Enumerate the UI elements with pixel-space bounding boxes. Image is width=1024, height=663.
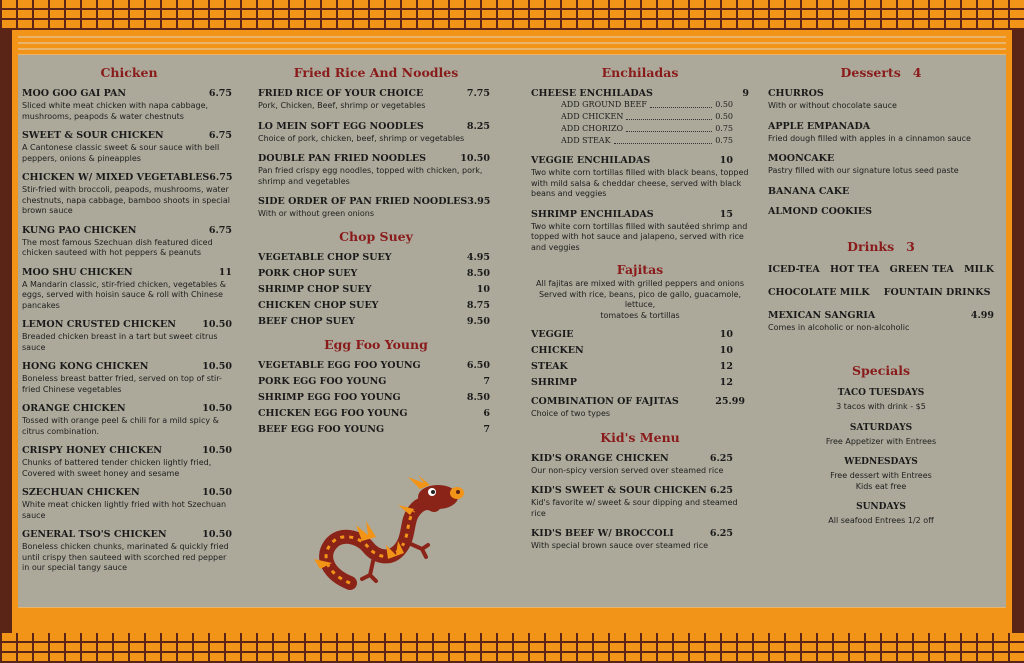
menu-item-row bbox=[22, 130, 236, 141]
section-title: Kid's Menu bbox=[600, 429, 680, 445]
menu-item bbox=[22, 361, 236, 395]
item-description: Kid's favorite w/ sweet & sour dipping and steamed rice bbox=[531, 498, 738, 518]
special-day: WEDNESDAYS bbox=[844, 457, 918, 467]
item-price: 10 bbox=[719, 345, 733, 356]
section-title: Egg Foo Young bbox=[324, 336, 428, 352]
item-description: A Cantonese classic sweet & sour sauce with bell peppers, onions & pineapples bbox=[22, 143, 220, 163]
menu-item-row bbox=[258, 424, 494, 435]
menu-item bbox=[531, 377, 749, 388]
enchiladas-list bbox=[531, 155, 749, 253]
menu-item bbox=[531, 345, 749, 356]
menu-item bbox=[258, 408, 494, 419]
menu-item bbox=[22, 88, 236, 122]
menu-item-row bbox=[768, 88, 994, 99]
item-price: 9 bbox=[742, 88, 749, 99]
special-detail: Free dessert with Entrees bbox=[830, 471, 932, 480]
item-name: BEEF EGG FOO YOUNG bbox=[258, 423, 385, 435]
item-price: 6.25 bbox=[709, 528, 733, 539]
mexican-section bbox=[531, 65, 749, 561]
menu-item-row bbox=[531, 88, 749, 99]
chicken-section bbox=[22, 65, 236, 582]
chicken-list bbox=[22, 88, 236, 574]
item-name: STEAK bbox=[531, 361, 568, 372]
leader-dots bbox=[626, 111, 712, 120]
item-description: Two white corn tortillas filled with sautéed shrimp and topped with hot sauce and jalapeno, served with rice and veggies bbox=[531, 221, 748, 252]
menu-item bbox=[531, 485, 749, 519]
item-name: CHEESE ENCHILADAS bbox=[531, 88, 653, 99]
item-description: Comes in alcoholic or non-alcoholic bbox=[768, 322, 910, 332]
item-description: Tossed with orange peel & chili for a mild spicy & citrus combination. bbox=[22, 416, 219, 436]
item-price: 6.75 bbox=[208, 224, 232, 236]
fajitas-combo bbox=[531, 396, 749, 420]
fajitas-intro-line: tomatoes & tortillas bbox=[600, 310, 680, 320]
menu-item-row bbox=[258, 408, 494, 419]
menu-item-row bbox=[22, 529, 236, 540]
item-price: 8.75 bbox=[466, 299, 490, 311]
item-name: PORK CHOP SUEY bbox=[258, 267, 358, 279]
menu-item-row bbox=[22, 487, 236, 498]
special-day: SUNDAYS bbox=[856, 502, 906, 512]
leader-dots bbox=[650, 99, 712, 108]
item-name: GENERAL TSO'S CHICKEN bbox=[22, 529, 167, 540]
menu-item-row bbox=[531, 485, 749, 496]
menu-item-row bbox=[258, 300, 494, 311]
item-description: Pork, Chicken, Beef, shrimp or vegetables bbox=[258, 101, 426, 110]
menu-item-row bbox=[531, 396, 749, 407]
fried-rice-list bbox=[258, 88, 494, 220]
drinks-row bbox=[768, 287, 994, 298]
item-name: MOONCAKE bbox=[768, 153, 835, 164]
drink-item: GREEN TEA bbox=[889, 263, 954, 275]
leader-dots bbox=[626, 123, 712, 132]
menu-item bbox=[531, 453, 749, 477]
fajitas-intro-line: Served with rice, beans, pico de gallo, guacamole, lettuce, bbox=[538, 289, 742, 309]
menu-item-row bbox=[531, 329, 749, 340]
special-detail: Kids eat free bbox=[855, 481, 907, 491]
menu-item bbox=[258, 121, 494, 145]
menu-item-row bbox=[22, 88, 236, 99]
menu-item bbox=[22, 403, 236, 437]
menu-item bbox=[768, 121, 994, 145]
item-price: 12 bbox=[719, 377, 733, 388]
menu-item bbox=[258, 424, 494, 435]
section-title: Chop Suey bbox=[339, 228, 413, 244]
menu-item-row bbox=[22, 172, 236, 183]
item-name: KID'S ORANGE CHICKEN bbox=[531, 452, 669, 464]
menu-panel bbox=[18, 55, 1006, 607]
menu-item bbox=[768, 206, 994, 217]
item-name: KID'S BEEF W/ BROCCOLI bbox=[531, 528, 674, 539]
menu-item-row bbox=[258, 252, 494, 263]
item-name: ALMOND COOKIES bbox=[768, 205, 872, 217]
item-name: CHICKEN EGG FOO YOUNG bbox=[258, 407, 408, 419]
menu-item-row bbox=[22, 403, 236, 414]
item-description: Pan fried crispy egg noodles, topped with chicken, pork, shrimp and vegetables bbox=[258, 166, 483, 186]
addon-item bbox=[561, 99, 749, 111]
special-day: SATURDAYS bbox=[849, 422, 913, 433]
menu-item bbox=[22, 529, 236, 574]
menu-item bbox=[22, 130, 236, 164]
noodles-section bbox=[258, 65, 494, 440]
section-title: Specials bbox=[852, 363, 910, 378]
drink-item: MILK bbox=[964, 263, 994, 275]
addon-list bbox=[531, 99, 749, 147]
item-price: 9.50 bbox=[466, 315, 490, 327]
menu-item-row bbox=[258, 196, 494, 207]
leader-dots bbox=[614, 135, 713, 144]
item-description: Fried dough filled with apples in a cinnamon sauce bbox=[768, 133, 971, 143]
item-description: Chunks of battered tender chicken lightly fried, Covered with sweet honey and sesame bbox=[22, 458, 212, 478]
item-price: 10 bbox=[719, 155, 733, 166]
item-name: MOO GOO GAI PAN bbox=[22, 88, 127, 99]
menu-item bbox=[22, 225, 236, 259]
top-fret-border bbox=[0, 0, 1024, 30]
menu-item bbox=[22, 267, 236, 312]
menu-item-row bbox=[258, 376, 494, 387]
special-detail: 3 tacos with drink - $5 bbox=[836, 402, 926, 411]
item-name: CHICKEN W/ MIXED VEGETABLES bbox=[22, 172, 210, 183]
special-detail: Free Appetizer with Entrees bbox=[825, 436, 937, 446]
menu-item-row bbox=[258, 268, 494, 279]
item-price: 4.99 bbox=[970, 309, 994, 321]
menu-item bbox=[22, 319, 236, 353]
item-description: Choice of pork, chicken, beef, shrimp or vegetables bbox=[258, 133, 465, 143]
menu-item-row bbox=[22, 267, 236, 278]
menu-item bbox=[258, 300, 494, 311]
item-price: 10.50 bbox=[202, 319, 232, 330]
fajitas-intro-line: All fajitas are mixed with grilled peppers and onions bbox=[536, 279, 744, 288]
menu-item-row bbox=[531, 209, 749, 220]
item-price: 7 bbox=[483, 375, 490, 387]
item-price: 8.25 bbox=[466, 120, 490, 132]
item-description: Stir-fried with broccoli, peapods, mushrooms, water chestnuts, napa cabbage, bamboo shoots in special brown sauce bbox=[22, 185, 230, 215]
addon-price: 0.50 bbox=[715, 112, 733, 121]
item-name: APPLE EMPANADA bbox=[768, 120, 871, 132]
item-name: SWEET & SOUR CHICKEN bbox=[22, 130, 164, 141]
menu-item bbox=[258, 196, 494, 220]
desserts-list bbox=[768, 88, 994, 217]
menu-item-row bbox=[258, 284, 494, 295]
fajitas-list bbox=[531, 329, 749, 388]
item-price: 10.50 bbox=[202, 529, 232, 540]
section-title: Fried Rice And Noodles bbox=[293, 65, 459, 80]
menu-item-row bbox=[531, 345, 749, 356]
item-price: 25.99 bbox=[715, 396, 745, 407]
item-name: PORK EGG FOO YOUNG bbox=[258, 375, 387, 387]
menu-item bbox=[258, 284, 494, 295]
item-price: 6.75 bbox=[208, 88, 232, 99]
menu-item bbox=[768, 153, 994, 177]
menu-item-row bbox=[531, 155, 749, 166]
item-name: SHRIMP EGG FOO YOUNG bbox=[258, 391, 401, 403]
addon-price: 0.50 bbox=[715, 100, 733, 109]
item-name: CHICKEN CHOP SUEY bbox=[258, 299, 379, 311]
menu-item-row bbox=[531, 377, 749, 388]
special-day: TACO TUESDAYS bbox=[837, 388, 925, 398]
item-price: 7 bbox=[483, 423, 490, 435]
menu-item bbox=[531, 528, 749, 552]
item-name: CHURROS bbox=[768, 88, 824, 99]
menu-item-row bbox=[768, 121, 994, 132]
special-detail: All seafood Entrees 1/2 off bbox=[828, 516, 934, 525]
menu-item bbox=[258, 252, 494, 263]
section-title: Fajitas bbox=[616, 262, 664, 277]
item-name: BEEF CHOP SUEY bbox=[258, 315, 355, 327]
item-name: VEGETABLE EGG FOO YOUNG bbox=[258, 359, 421, 371]
item-name: SHRIMP CHOP SUEY bbox=[258, 283, 372, 295]
top-stripe-border bbox=[18, 34, 1006, 56]
item-name: SHRIMP ENCHILADAS bbox=[531, 208, 654, 220]
menu-item bbox=[258, 268, 494, 279]
menu-item-row bbox=[258, 360, 494, 371]
item-price: 8.50 bbox=[466, 391, 490, 403]
item-name: BANANA CAKE bbox=[768, 185, 850, 197]
item-price: 10 bbox=[476, 283, 490, 295]
section-title bbox=[768, 65, 994, 80]
egg-foo-young-list bbox=[258, 360, 494, 435]
item-price: 6.75 bbox=[208, 130, 232, 141]
item-description: Our non-spicy version served over steamed rice bbox=[531, 465, 724, 475]
menu-item bbox=[258, 376, 494, 387]
fajitas-intro bbox=[531, 279, 749, 321]
item-price: 10.50 bbox=[202, 487, 232, 498]
item-name: DOUBLE PAN FRIED NOODLES bbox=[258, 153, 426, 164]
drink-item: FOUNTAIN DRINKS bbox=[883, 286, 991, 298]
item-description: Breaded chicken breast in a tart but sweet citrus sauce bbox=[22, 332, 218, 352]
item-description: Choice of two types bbox=[531, 409, 611, 418]
menu-item-row bbox=[768, 310, 994, 321]
item-price: 6.50 bbox=[466, 359, 490, 371]
item-description: Two white corn tortillas filled with black beans, topped with mild salsa & cheddar cheese, served with black beans and veggies bbox=[531, 168, 749, 198]
item-name: KID'S SWEET & SOUR CHICKEN bbox=[531, 485, 707, 496]
item-name: VEGGIE bbox=[531, 329, 574, 340]
menu-item bbox=[22, 445, 236, 479]
item-price: 7.75 bbox=[466, 88, 490, 99]
item-description: White meat chicken lightly fried with hot Szechuan sauce bbox=[22, 500, 227, 520]
drink-item: CHOCOLATE MILK bbox=[768, 286, 870, 298]
menu-item-row bbox=[531, 453, 749, 464]
menu-item bbox=[768, 186, 994, 197]
item-price: 6 bbox=[483, 407, 490, 419]
menu-item-row bbox=[768, 153, 994, 164]
section-title bbox=[768, 239, 994, 254]
menu-item bbox=[22, 487, 236, 521]
menu-item-row bbox=[258, 88, 494, 99]
menu-item bbox=[22, 172, 236, 217]
menu-item-row bbox=[258, 392, 494, 403]
item-description: With or without chocolate sauce bbox=[768, 101, 897, 110]
menu-item-row bbox=[768, 206, 994, 217]
menu-item-row bbox=[22, 319, 236, 330]
drink-item: ICED-TEA bbox=[768, 263, 820, 275]
item-name: MOO SHU CHICKEN bbox=[22, 266, 133, 278]
item-name: SIDE ORDER OF PAN FRIED NOODLES bbox=[258, 196, 468, 207]
menu-item-row bbox=[22, 445, 236, 456]
menu-item bbox=[531, 155, 749, 200]
desserts-drinks-section bbox=[768, 65, 994, 527]
menu-item bbox=[258, 88, 494, 112]
item-name: COMBINATION OF FAJITAS bbox=[531, 396, 679, 407]
cheese-enchiladas bbox=[531, 88, 749, 147]
item-name: CHICKEN bbox=[531, 345, 584, 356]
item-description: A Mandarin classic, stir-fried chicken, vegetables & eggs, served with hoisin sauce & roll with Chinese pancakes bbox=[22, 279, 227, 310]
item-name: KUNG PAO CHICKEN bbox=[22, 224, 137, 236]
item-price: 6.75 bbox=[209, 172, 233, 183]
bottom-fret-border bbox=[0, 633, 1024, 663]
section-title: Enchiladas bbox=[601, 65, 679, 80]
item-price: 15 bbox=[719, 208, 733, 220]
item-price: 8.50 bbox=[466, 267, 490, 279]
item-name: VEGETABLE CHOP SUEY bbox=[258, 251, 392, 263]
sangria bbox=[768, 310, 994, 334]
menu-item-row bbox=[22, 361, 236, 372]
drink-item: HOT TEA bbox=[830, 263, 880, 275]
item-description: Boneless chicken chunks, marinated & quickly fried until crispy then sauteed with scorched red pepper in our special tangy sauce bbox=[22, 542, 229, 572]
item-description: Sliced white meat chicken with napa cabbage, mushrooms, peapods & water chestnuts bbox=[22, 101, 209, 121]
addon-price: 0.75 bbox=[715, 136, 733, 145]
item-name: SHRIMP bbox=[531, 377, 577, 388]
section-title: Chicken bbox=[100, 65, 158, 80]
menu-item-row bbox=[258, 316, 494, 327]
drinks-row bbox=[768, 264, 994, 275]
item-price: 6.25 bbox=[709, 485, 733, 496]
desserts-price: 4 bbox=[912, 65, 922, 80]
addon-name: ADD CHICKEN bbox=[561, 112, 624, 121]
menu-item bbox=[258, 392, 494, 403]
menu-item-row bbox=[768, 186, 994, 197]
item-description: Pastry filled with our signature lotus seed paste bbox=[768, 166, 959, 175]
item-name: ORANGE CHICKEN bbox=[22, 403, 126, 414]
item-name: VEGGIE ENCHILADAS bbox=[531, 155, 651, 166]
item-description: The most famous Szechuan dish featured diced chicken sauteed with hot peppers & peanuts bbox=[22, 237, 213, 257]
dragon-icon bbox=[310, 475, 470, 595]
kids-list bbox=[531, 453, 749, 552]
menu-item-row bbox=[258, 153, 494, 164]
specials-list bbox=[768, 388, 994, 527]
menu-item-row bbox=[22, 225, 236, 236]
item-price: 4.95 bbox=[466, 251, 490, 263]
addon-item bbox=[561, 135, 749, 147]
item-price: 12 bbox=[719, 361, 733, 372]
drinks-price: 3 bbox=[906, 238, 915, 254]
item-name: MEXICAN SANGRIA bbox=[768, 309, 876, 321]
item-description: Boneless breast batter fried, served on top of stir-fried Chinese vegetables bbox=[22, 374, 222, 394]
item-price: 11 bbox=[218, 266, 232, 278]
item-name: SZECHUAN CHICKEN bbox=[22, 487, 140, 498]
addon-name: ADD GROUND BEEF bbox=[561, 100, 647, 109]
item-price: 10.50 bbox=[202, 445, 232, 456]
addon-name: ADD STEAK bbox=[561, 136, 611, 145]
menu-item bbox=[531, 329, 749, 340]
menu-item-row bbox=[531, 361, 749, 372]
menu-item bbox=[258, 360, 494, 371]
item-name: LEMON CRUSTED CHICKEN bbox=[22, 319, 176, 330]
menu-item bbox=[258, 153, 494, 187]
addon-item bbox=[561, 111, 749, 123]
desserts-title: Desserts bbox=[840, 65, 901, 80]
menu-item bbox=[531, 361, 749, 372]
item-price: 10.50 bbox=[460, 153, 490, 164]
menu-item-row bbox=[531, 528, 749, 539]
item-price: 10 bbox=[719, 329, 733, 340]
menu-item bbox=[531, 209, 749, 254]
addon-price: 0.75 bbox=[715, 124, 733, 133]
item-price: 10.50 bbox=[202, 361, 232, 372]
addon-item bbox=[561, 123, 749, 135]
item-description: With special brown sauce over steamed rice bbox=[531, 541, 709, 550]
item-description: With or without green onions bbox=[258, 209, 375, 218]
menu-item bbox=[258, 316, 494, 327]
addon-name: ADD CHORIZO bbox=[561, 124, 624, 133]
item-name: CRISPY HONEY CHICKEN bbox=[22, 445, 162, 456]
menu-item-row bbox=[258, 121, 494, 132]
item-name: FRIED RICE OF YOUR CHOICE bbox=[258, 88, 424, 99]
drinks-title: Drinks bbox=[847, 238, 895, 254]
menu-item bbox=[768, 88, 994, 112]
item-price: 6.25 bbox=[709, 452, 733, 464]
item-name: HONG KONG CHICKEN bbox=[22, 361, 149, 372]
item-name: LO MEIN SOFT EGG NOODLES bbox=[258, 120, 424, 132]
item-price: 3.95 bbox=[467, 196, 491, 207]
chop-suey-list bbox=[258, 252, 494, 327]
item-price: 10.50 bbox=[202, 403, 232, 414]
